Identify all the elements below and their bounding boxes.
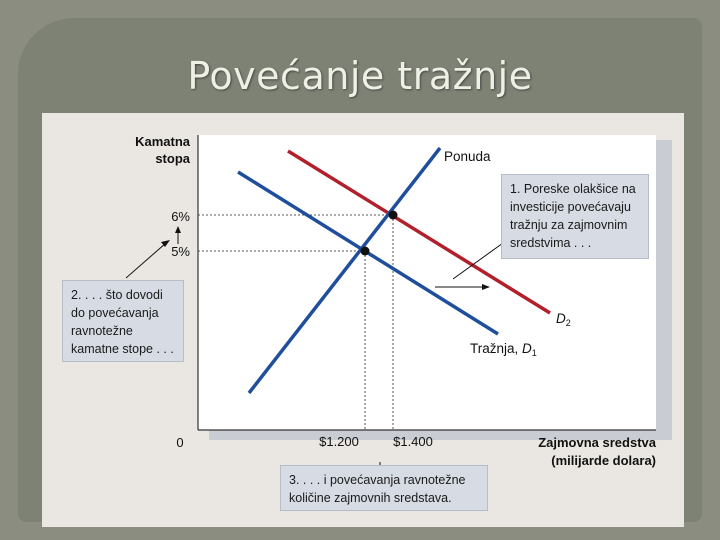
- demand-d2-subscript: 2: [565, 318, 571, 328]
- annotation-box-1: [501, 174, 649, 259]
- origin-label: 0: [176, 435, 184, 450]
- demand-d1-text: Tražnja,: [470, 341, 523, 356]
- demand-d1-label: [470, 341, 537, 358]
- annotation-3-line-1: 3. . . . i povećavanja ravnotežne: [289, 473, 466, 487]
- demand-d1-subscript: 1: [531, 348, 537, 358]
- annotation-1-line-2: investicije povećavaju: [510, 200, 631, 214]
- annotation-box-2: [62, 280, 184, 362]
- y-tick-5pct: 5%: [171, 244, 190, 259]
- demand-d1-symbol: D: [522, 341, 532, 356]
- annotation-2-line-2: do povećavanja: [71, 306, 159, 320]
- x-tick-1200: $1.200: [319, 434, 359, 449]
- rate-rise-arrow-head: [175, 226, 181, 233]
- annotation-box-3: [280, 465, 488, 511]
- annotation-1-line-3: tražnju za zajmovnim: [510, 218, 628, 232]
- annotation-2-line-3: ravnotežne: [71, 324, 133, 338]
- annotation-1-line-4: sredstvima . . .: [510, 236, 592, 250]
- x-tick-1400: $1.400: [393, 434, 433, 449]
- box2-pointer: [126, 243, 166, 278]
- y-tick-6pct: 6%: [171, 209, 190, 224]
- demand-d2-symbol: D: [556, 311, 566, 326]
- x-axis-title-line1: Zajmovna sredstva: [538, 435, 656, 450]
- y-axis-title-line1: Kamatna: [135, 134, 190, 149]
- annotation-3-line-2: količine zajmovnih sredstava.: [289, 491, 452, 505]
- annotation-2-line-1: 2. . . . što dovodi: [71, 288, 163, 302]
- equilibrium-point-2: [389, 211, 398, 220]
- supply-label: Ponuda: [444, 149, 491, 164]
- y-axis-title-line2: stopa: [155, 151, 190, 166]
- annotation-2-line-4: kamatne stope . . .: [71, 342, 174, 356]
- x-axis-title-line2: (milijarde dolara): [551, 453, 656, 468]
- annotation-1-line-1: 1. Poreske olakšice na: [510, 182, 636, 196]
- figure-panel: [42, 113, 684, 527]
- equilibrium-point-1: [361, 247, 370, 256]
- slide-title: Povećanje tražnje: [187, 54, 533, 98]
